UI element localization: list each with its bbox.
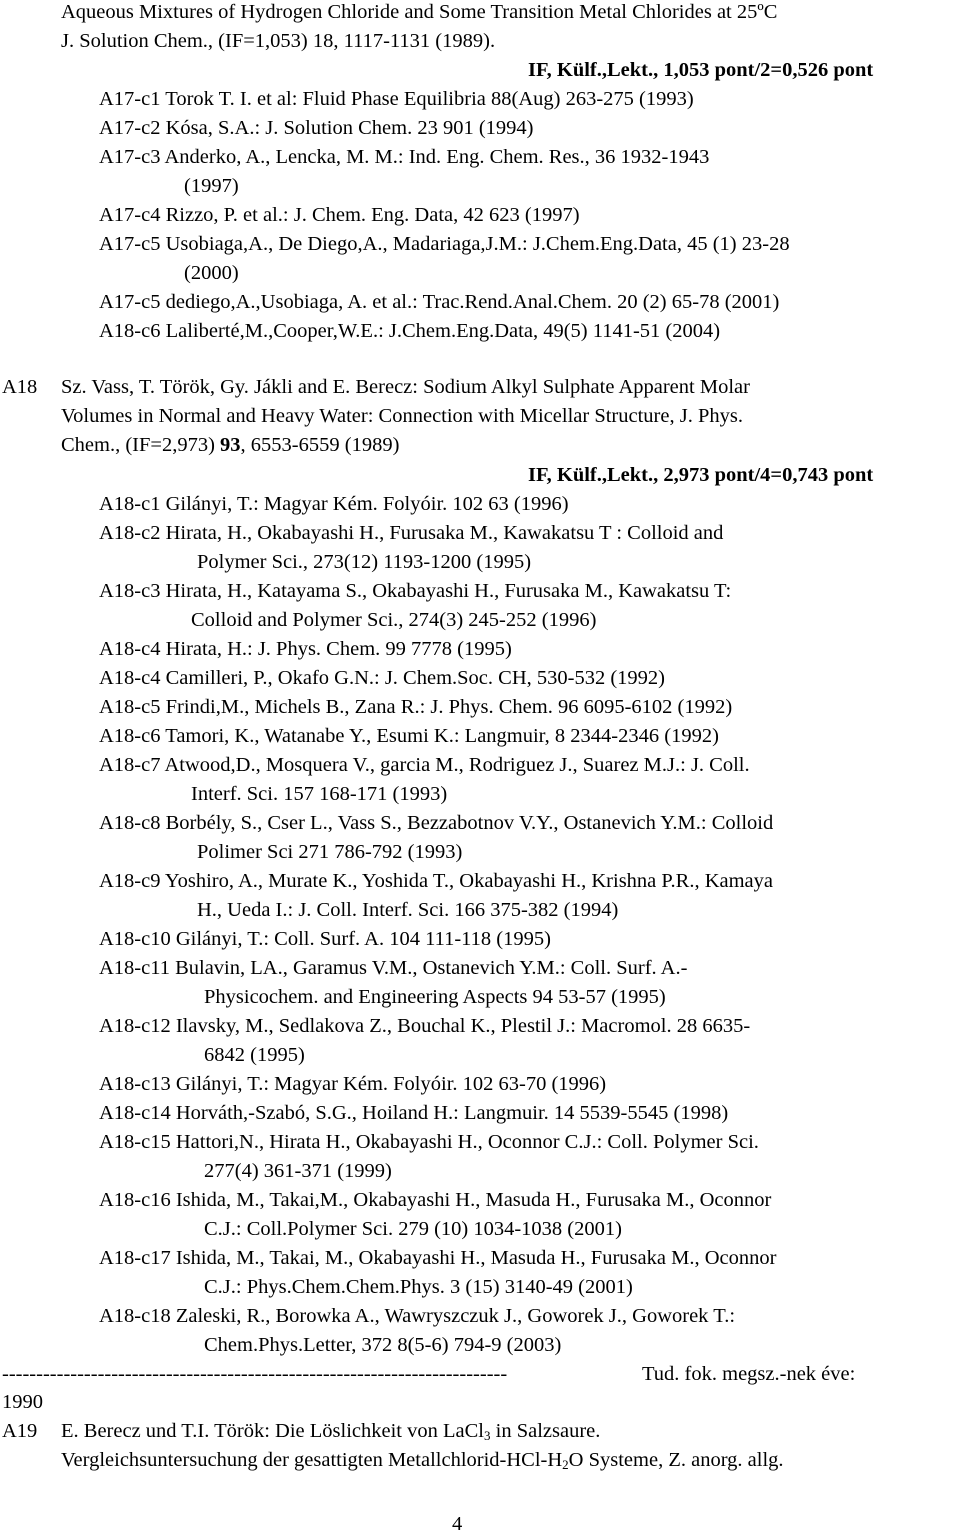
a19-text-line-2 bbox=[61, 1448, 784, 1472]
a18-citation-c16-cont: C.J.: Coll.Polymer Sci. 279 (10) 1034-1038 (2001) bbox=[204, 1218, 622, 1240]
a18-volume: 93 bbox=[220, 434, 241, 456]
a18-citation-c8-cont: Polimer Sci 271 786-792 (1993) bbox=[197, 841, 463, 863]
a18-citation-c2-cont: Polymer Sci., 273(12) 1193-1200 (1995) bbox=[197, 551, 532, 573]
a19-subscript-2: 2 bbox=[562, 1457, 569, 1472]
a17-text-line-1: Aqueous Mixtures of Hydrogen Chloride and Some Transition Metal Chlorides at 25ºC bbox=[61, 1, 778, 23]
a18-text-line-2: Volumes in Normal and Heavy Water: Connection with Micellar Structure, J. Phys. bbox=[61, 405, 743, 427]
a18-citation-c3-cont: Colloid and Polymer Sci., 274(3) 245-252 (1996) bbox=[191, 609, 597, 631]
a18-citation-c11-cont: Physicochem. and Engineering Aspects 94 53-57 (1995) bbox=[204, 986, 666, 1008]
a18-journal: Chem., (IF=2,973) bbox=[61, 434, 215, 456]
a18-citation-c16: A18-c16 Ishida, M., Takai,M., Okabayashi H., Masuda H., Furusaka M., Oconnor bbox=[99, 1189, 772, 1211]
a18-citation-c17: A18-c17 Ishida, M., Takai, M., Okabayashi H., Masuda H., Furusaka M., Oconnor bbox=[99, 1247, 777, 1269]
a18-citation-c12: A18-c12 Ilavsky, M., Sedlakova Z., Bouchal K., Plestil J.: Macromol. 28 6635- bbox=[99, 1015, 751, 1037]
a18-text-line-3 bbox=[61, 433, 399, 457]
a17-citation-c3: A17-c3 Anderko, A., Lencka, M. M.: Ind. Eng. Chem. Res., 36 1932-1943 bbox=[99, 146, 710, 168]
a18-score: IF, Külf.,Lekt., 2,973 pont/4=0,743 pont bbox=[528, 464, 874, 486]
degree-year: 1990 bbox=[2, 1391, 43, 1413]
a18-citation-c7: A18-c7 Atwood,D., Mosquera V., garcia M., Rodriguez J., Suarez M.J.: J. Coll. bbox=[99, 754, 750, 776]
degree-separator bbox=[2, 1362, 855, 1386]
a18-citation-c15-cont: 277(4) 361-371 (1999) bbox=[204, 1160, 392, 1182]
a18-text-line-1: Sz. Vass, T. Török, Gy. Jákli and E. Berecz: Sodium Alkyl Sulphate Apparent Molar bbox=[61, 376, 750, 398]
a18-citation-c18: A18-c18 Zaleski, R., Borowka A., Wawryszczuk J., Goworek J., Goworek T.: bbox=[99, 1305, 736, 1327]
a18-label: A18 bbox=[2, 376, 38, 398]
a19-label: A19 bbox=[2, 1420, 38, 1442]
a19-subscript-3: 3 bbox=[484, 1428, 491, 1443]
a17-citation-c4: A17-c4 Rizzo, P. et al.: J. Chem. Eng. Data, 42 623 (1997) bbox=[99, 204, 580, 226]
a18-citation-c11: A18-c11 Bulavin, LA., Garamus V.M., Ostanevich Y.M.: Coll. Surf. A.- bbox=[99, 957, 688, 979]
a17-score: IF, Külf.,Lekt., 1,053 pont/2=0,526 pont bbox=[528, 59, 874, 81]
a18-citation-c4b: A18-c4 Camilleri, P., Okafo G.N.: J. Chem.Soc. CH, 530-532 (1992) bbox=[99, 667, 665, 689]
a18-citation-c14: A18-c14 Horváth,-Szabó, S.G., Hoiland H.: Langmuir. 14 5539-5545 (1998) bbox=[99, 1102, 729, 1124]
a18-citation-c6: A18-c6 Tamori, K., Watanabe Y., Esumi K.: Langmuir, 8 2344-2346 (1992) bbox=[99, 725, 719, 747]
a18-citation-c3: A18-c3 Hirata, H., Katayama S., Okabayashi H., Furusaka M., Kawakatsu T: bbox=[99, 580, 732, 602]
dashed-rule: -------------------------------------------------------------------------- bbox=[2, 1363, 508, 1385]
a17-citation-c2: A17-c2 Kósa, S.A.: J. Solution Chem. 23 901 (1994) bbox=[99, 117, 534, 139]
a19-text-2a: Vergleichsuntersuchung der gesattigten Metallchlorid-HCl-H bbox=[61, 1449, 563, 1471]
a17-citation-c3-cont: (1997) bbox=[184, 175, 239, 197]
a19-text-line-1 bbox=[61, 1419, 600, 1443]
a18-citation-c5: A18-c5 Frindi,M., Michels B., Zana R.: J. Phys. Chem. 96 6095-6102 (1992) bbox=[99, 696, 733, 718]
a18-citation-c13: A18-c13 Gilányi, T.: Magyar Kém. Folyóir. 102 63-70 (1996) bbox=[99, 1073, 607, 1095]
a18-citation-c9: A18-c9 Yoshiro, A., Murate K., Yoshida T., Okabayashi H., Krishna P.R., Kamaya bbox=[99, 870, 773, 892]
a19-text-1b: in Salzsaure. bbox=[490, 1420, 601, 1442]
a18-citation-c9-cont: H., Ueda I.: J. Coll. Interf. Sci. 166 375-382 (1994) bbox=[197, 899, 619, 921]
a17-citation-c5b: A17-c5 dediego,A.,Usobiaga, A. et al.: Trac.Rend.Anal.Chem. 20 (2) 65-78 (2001) bbox=[99, 291, 780, 313]
a17-citation-c6: A18-c6 Laliberté,M.,Cooper,W.E.: J.Chem.Eng.Data, 49(5) 1141-51 (2004) bbox=[99, 320, 721, 342]
a17-text-line-2: J. Solution Chem., (IF=1,053) 18, 1117-1131 (1989). bbox=[61, 30, 496, 52]
a19-text-2b: O Systeme, Z. anorg. allg. bbox=[568, 1449, 784, 1471]
a18-citation-c1: A18-c1 Gilányi, T.: Magyar Kém. Folyóir. 102 63 (1996) bbox=[99, 493, 569, 515]
a17-citation-c5-cont: (2000) bbox=[184, 262, 239, 284]
a18-citation-c10: A18-c10 Gilányi, T.: Coll. Surf. A. 104 111-118 (1995) bbox=[99, 928, 551, 950]
a19-text-1a: E. Berecz und T.I. Török: Die Löslichkeit von LaCl bbox=[61, 1420, 484, 1442]
a17-citation-c5: A17-c5 Usobiaga,A., De Diego,A., Madariaga,J.M.: J.Chem.Eng.Data, 45 (1) 23-28 bbox=[99, 233, 790, 255]
a18-citation-c12-cont: 6842 (1995) bbox=[204, 1044, 305, 1066]
a17-citation-c1: A17-c1 Torok T. I. et al: Fluid Phase Equilibria 88(Aug) 263-275 (1993) bbox=[99, 88, 694, 110]
a18-citation-c4: A18-c4 Hirata, H.: J. Phys. Chem. 99 7778 (1995) bbox=[99, 638, 512, 660]
a18-citation-c15: A18-c15 Hattori,N., Hirata H., Okabayashi H., Oconnor C.J.: Coll. Polymer Sci. bbox=[99, 1131, 759, 1153]
a18-citation-c2: A18-c2 Hirata, H., Okabayashi H., Furusaka M., Kawakatsu T : Colloid and bbox=[99, 522, 724, 544]
a18-citation-c18-cont: Chem.Phys.Letter, 372 8(5-6) 794-9 (2003) bbox=[204, 1334, 562, 1356]
a18-pages: , 6553-6559 (1989) bbox=[240, 434, 400, 456]
degree-year-label: Tud. fok. megsz.-nek éve: bbox=[642, 1363, 856, 1385]
a18-citation-c7-cont: Interf. Sci. 157 168-171 (1993) bbox=[191, 783, 448, 805]
a18-citation-c8: A18-c8 Borbély, S., Cser L., Vass S., Bezzabotnov V.Y., Ostanevich Y.M.: Colloid bbox=[99, 812, 774, 834]
a18-citation-c17-cont: C.J.: Phys.Chem.Chem.Phys. 3 (15) 3140-49 (2001) bbox=[204, 1276, 633, 1298]
page-number: 4 bbox=[452, 1513, 463, 1535]
